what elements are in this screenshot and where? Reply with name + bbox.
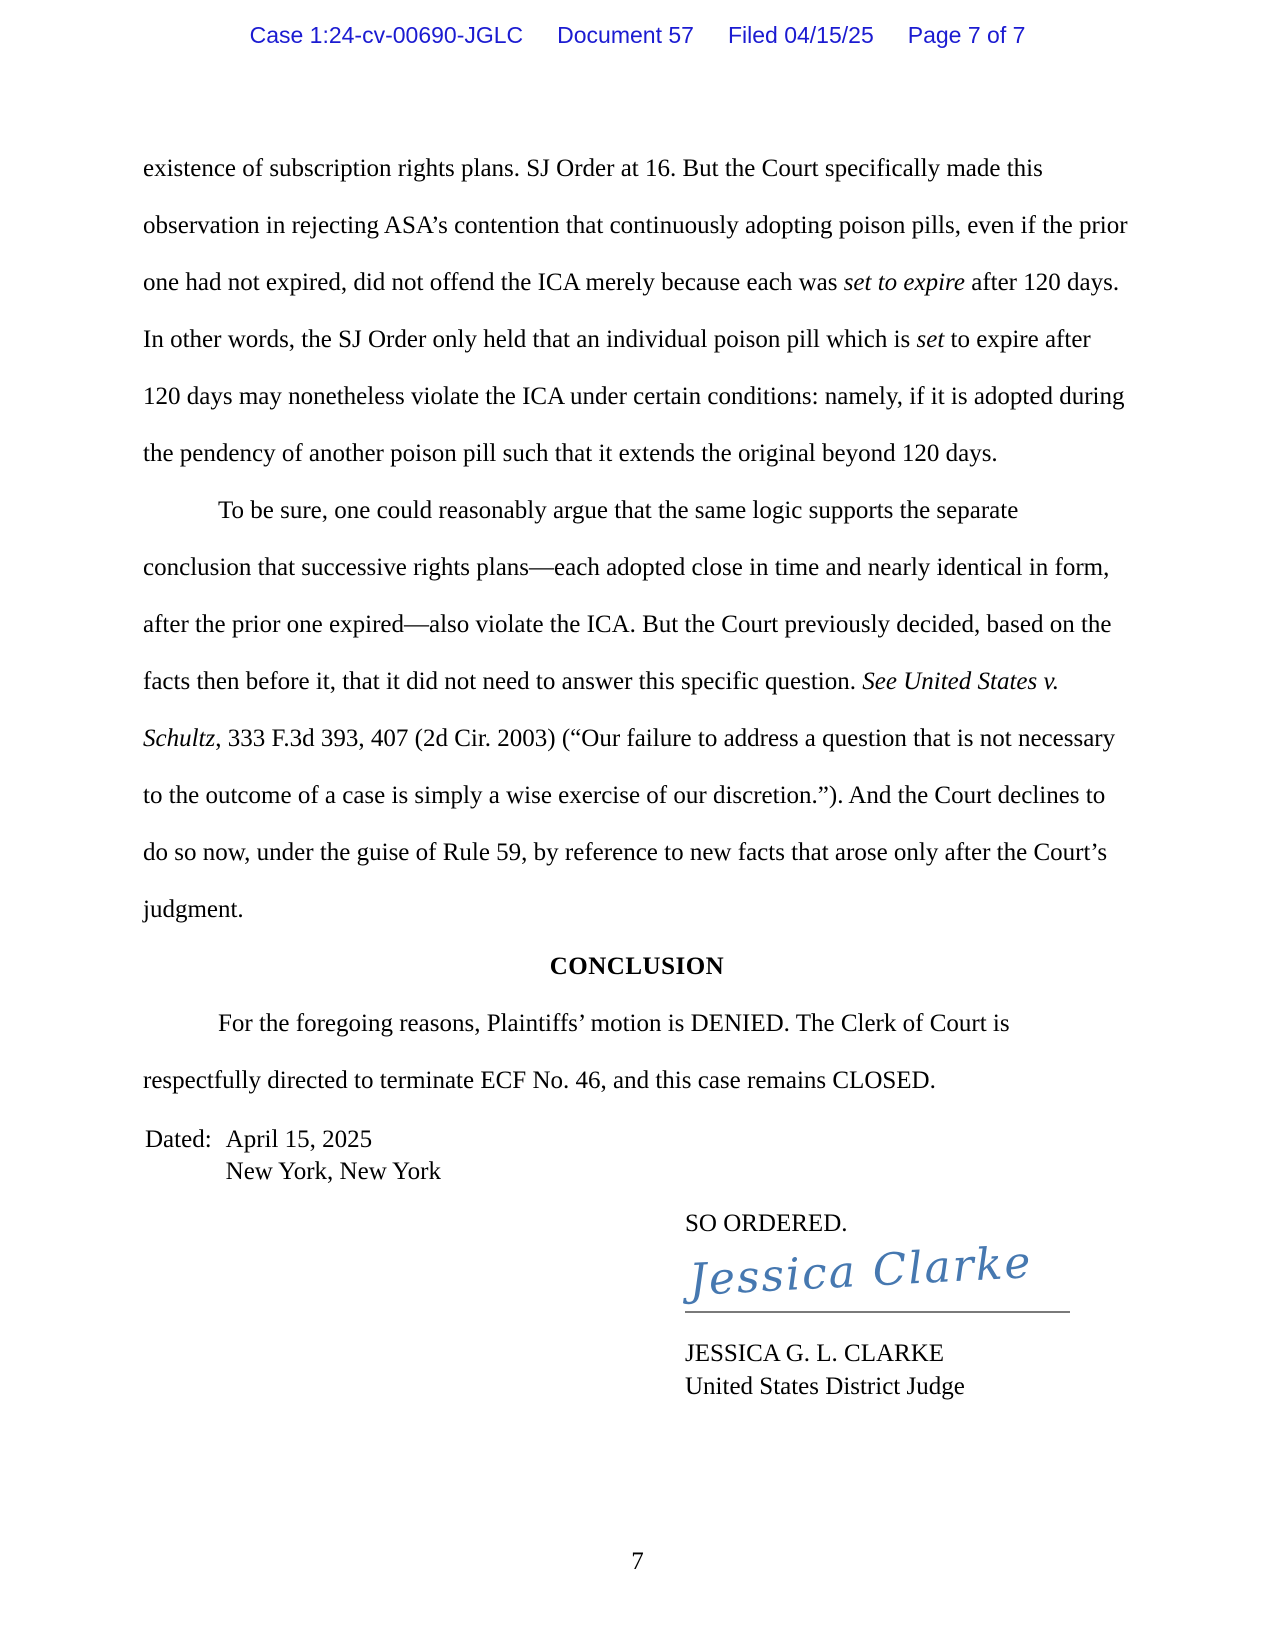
text-run: For the foregoing reasons, Plaintiffs’ motion is DENIED. The Clerk of Court is respectfully directed to terminate ECF No. 46, and this case remains CLOSED. xyxy=(143,1010,1010,1094)
italic-run: set xyxy=(916,326,945,353)
header-document-number: Document 57 xyxy=(557,22,694,48)
paragraph xyxy=(143,140,1131,482)
judge-name: JESSICA G. L. CLARKE xyxy=(685,1340,945,1367)
text-run: to expire after 120 days may nonetheless violate the ICA under certain conditions: namely, if it is adopted during the pendency of another poison pill such that it extends the original beyond 120 days. xyxy=(143,326,1125,467)
so-ordered-text: SO ORDERED. xyxy=(685,1210,848,1237)
text-run: , 333 F.3d 393, 407 (2d Cir. 2003) (“Our failure to address a question that is not necessary to the outcome of a case is simply a wise exercise of our discretion.”). And the Court declines to do so now, under the guise of Rule 59, by reference to new facts that arose only after the Court’s judgment. xyxy=(143,725,1116,923)
text-run: after 120 days. In other words, the SJ Order only held that an individual poison pill which is xyxy=(143,269,1120,353)
dated-label: Dated: xyxy=(145,1126,212,1153)
dated-block xyxy=(145,1124,441,1188)
document-body xyxy=(143,140,1131,1109)
pacer-header xyxy=(0,22,1275,49)
italic-run: set to expire xyxy=(843,269,965,296)
header-page-count: Page 7 of 7 xyxy=(907,22,1026,48)
judge-title: United States District Judge xyxy=(685,1373,965,1400)
paragraph xyxy=(143,482,1131,938)
judge-signature: Jessica Clarke xyxy=(687,1237,1034,1306)
page-number: 7 xyxy=(631,1548,644,1575)
signature-line xyxy=(685,1311,1070,1313)
section-heading: CONCLUSION xyxy=(549,953,725,980)
dated-place: New York, New York xyxy=(225,1158,441,1185)
signature-block xyxy=(685,1210,1070,1430)
dated-date: April 15, 2025 xyxy=(225,1126,373,1153)
italic-run: See United States v. Schultz xyxy=(143,668,1059,752)
dated-lines xyxy=(226,1124,441,1188)
text-run: existence of subscription rights plans. SJ Order at 16. But the Court specifically made this observation in rejecting ASA’s contention that continuously adopting poison pills, even if the prior one had not expired, did not offend the ICA merely because each was xyxy=(143,155,1128,296)
text-run: To be sure, one could reasonably argue that the same logic supports the separate conclusion that successive rights plans—each adopted close in time and nearly identical in form, after the prior one expired—also violate the ICA. But the Court previously decided, based on the facts then before it, that it did not need to answer this specific question. xyxy=(143,497,1112,695)
header-case-number: Case 1:24-cv-00690-JGLC xyxy=(249,22,524,48)
header-filed-date: Filed 04/15/25 xyxy=(727,22,874,48)
paragraph xyxy=(143,995,1131,1109)
